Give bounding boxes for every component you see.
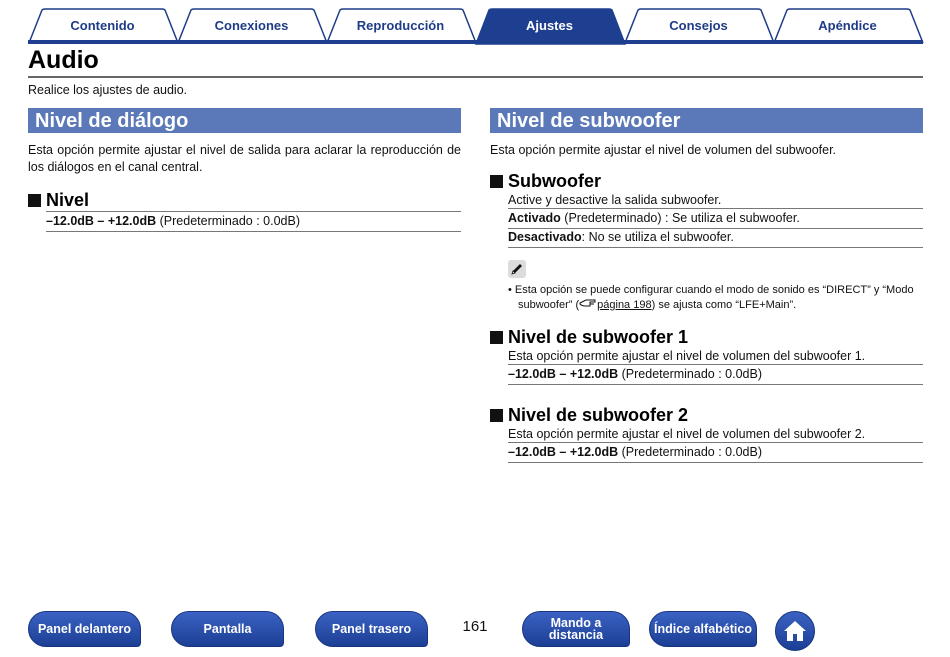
subheading-text: Nivel de subwoofer 1 (508, 327, 689, 347)
button-label: Índice alfabético (654, 622, 752, 636)
tab-ajustes[interactable] (475, 8, 624, 43)
section-title-nivel-dialogo: Nivel de diálogo (28, 108, 461, 133)
range-value: –12.0dB – +12.0dB (508, 445, 619, 459)
default-value: (Predeterminado : 0.0dB) (159, 214, 300, 228)
page-link[interactable]: página 198 (597, 299, 652, 311)
tab-label: Apéndice (818, 18, 877, 33)
section-title-nivel-subwoofer: Nivel de subwoofer (490, 108, 923, 133)
tab-underline (28, 40, 923, 44)
tab-conexiones[interactable] (177, 8, 326, 43)
subwoofer-on-row (508, 208, 923, 229)
square-bullet-icon (490, 331, 503, 344)
hand-pointer-icon (579, 299, 597, 311)
subheading-text: Nivel de subwoofer 2 (508, 405, 689, 425)
nivel-block (28, 190, 461, 232)
page-intro: Realice los ajustes de audio. (28, 83, 188, 97)
subheading-subwoofer-1 (490, 327, 923, 348)
subheading-nivel (28, 190, 461, 211)
subwoofer-off-row (508, 229, 923, 248)
subwoofer-block (490, 171, 923, 248)
subwoofer2-block (490, 405, 923, 463)
subwoofer1-block (490, 327, 923, 385)
panel-trasero-button[interactable] (315, 611, 428, 647)
range-value: –12.0dB – +12.0dB (508, 367, 619, 381)
note-text-before: • Esta opción se puede configurar cuando el modo de sonido es “DIRECT” y “Modo subwoofer” ( (508, 284, 914, 311)
tab-label: Reproducción (356, 18, 445, 33)
tab-label: Consejos (669, 18, 728, 33)
subheading-subwoofer (490, 171, 923, 192)
subheading-text: Subwoofer (508, 171, 601, 191)
section-description: Esta opción permite ajustar el nivel de salida para aclarar la reproducción de los diálogos en el canal central. (28, 143, 461, 174)
button-label: Panel trasero (331, 622, 412, 636)
page-number: 161 (462, 618, 488, 635)
section-description: Esta opción permite ajustar el nivel de volumen del subwoofer. (490, 143, 837, 157)
note-text (508, 283, 923, 313)
pantalla-button[interactable] (171, 611, 284, 647)
home-icon (782, 619, 808, 643)
tab-apendice[interactable] (773, 8, 922, 43)
option-label: Activado (508, 211, 561, 225)
indice-alfabetico-button[interactable] (649, 611, 757, 647)
subwoofer2-description: Esta opción permite ajustar el nivel de volumen del subwoofer 2. (508, 427, 866, 441)
panel-delantero-button[interactable] (28, 611, 141, 647)
button-label: Panel delantero (37, 622, 132, 636)
subheading-text: Nivel (46, 190, 90, 210)
note-block (508, 260, 923, 313)
tab-consejos[interactable] (624, 8, 773, 43)
nivel-range-row (46, 211, 461, 232)
subwoofer1-description: Esta opción permite ajustar el nivel de volumen del subwoofer 1. (508, 349, 866, 363)
button-label-line-2: distancia (548, 628, 604, 642)
range-value: –12.0dB – +12.0dB (46, 214, 157, 228)
tab-label: Contenido (70, 18, 135, 33)
button-label: Pantalla (203, 622, 252, 636)
option-text: (Predeterminado) : Se utiliza el subwoofer. (564, 211, 800, 225)
option-label: Desactivado (508, 230, 582, 244)
subwoofer-description: Active y desactive la salida subwoofer. (508, 193, 722, 207)
title-divider (28, 76, 923, 78)
subheading-subwoofer-2 (490, 405, 923, 426)
left-column (28, 108, 461, 232)
subwoofer2-range-row (508, 442, 923, 463)
page-title: Audio (28, 46, 99, 74)
tab-label: Ajustes (526, 18, 573, 33)
note-text-after: ) se ajusta como “LFE+Main”. (651, 299, 797, 311)
subwoofer1-range-row (508, 364, 923, 385)
square-bullet-icon (490, 175, 503, 188)
pencil-icon (508, 260, 526, 278)
tab-reproduccion[interactable] (326, 8, 475, 43)
square-bullet-icon (28, 194, 41, 207)
square-bullet-icon (490, 409, 503, 422)
right-column (490, 108, 923, 463)
default-value: (Predeterminado : 0.0dB) (621, 367, 762, 381)
home-button[interactable] (775, 611, 815, 651)
option-text: : No se utiliza el subwoofer. (581, 230, 734, 244)
tab-contenido[interactable] (28, 8, 177, 43)
button-label-line-1: Mando a (550, 616, 602, 630)
mando-a-distancia-button[interactable] (522, 611, 630, 647)
default-value: (Predeterminado : 0.0dB) (621, 445, 762, 459)
tab-label: Conexiones (214, 18, 289, 33)
